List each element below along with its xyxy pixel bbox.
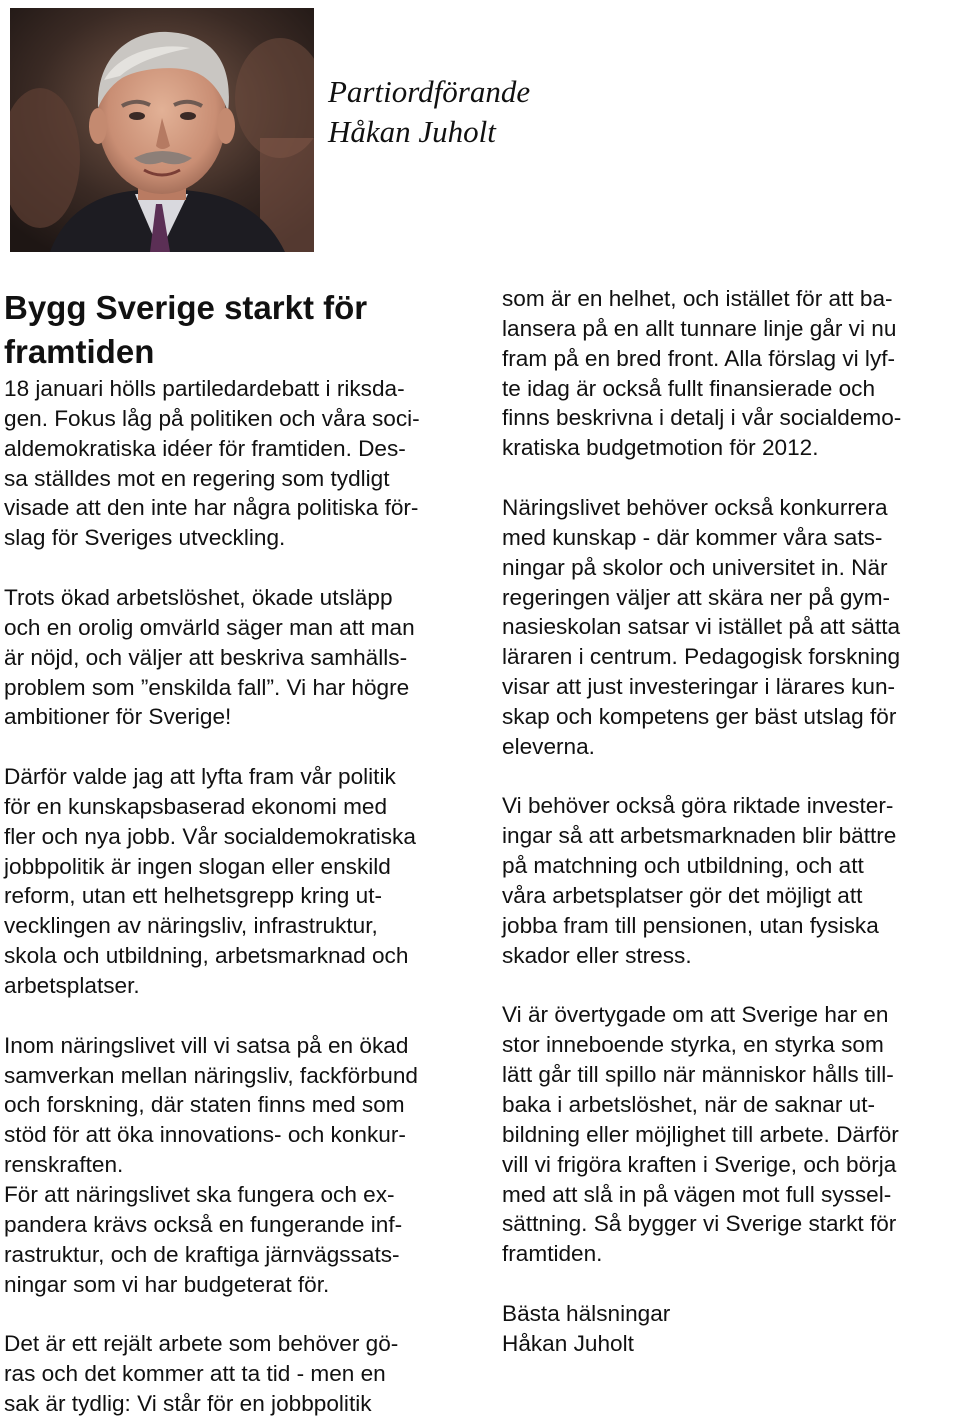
- text-line: ningar på skolor och universitet in. När: [502, 554, 888, 580]
- text-line: Det är ett rejält arbete som behöver gö-: [4, 1331, 399, 1357]
- text-line: är nöjd, och väljer att beskriva samhälls-: [4, 644, 408, 670]
- text-line: Näringslivet behöver också konkurrera: [502, 494, 888, 520]
- text-line: Håkan Juholt: [502, 1330, 634, 1356]
- text-line: skador eller stress.: [502, 942, 692, 968]
- text-line: samverkan mellan näringsliv, fackförbund: [4, 1062, 418, 1088]
- text-line: skola och utbildning, arbetsmarknad och: [4, 943, 409, 969]
- text-line: arbetsplatser.: [4, 973, 140, 998]
- text-line: sak är tydlig: Vi står för en jobbpolitik: [4, 1390, 372, 1416]
- article-headline-line-2: framtiden: [4, 333, 155, 370]
- text-line: eleverna.: [502, 733, 595, 759]
- text-line: baka i arbetslöshet, när de saknar ut-: [502, 1091, 876, 1117]
- text-line: Vi behöver också göra riktade invester-: [502, 793, 894, 819]
- text-line: på matchning och utbildning, och att: [502, 853, 864, 879]
- text-line: lansera på en allt tunnare linje går vi nu: [502, 315, 897, 341]
- text-line: Trots ökad arbetslöshet, ökade utsläpp: [4, 584, 393, 610]
- text-line: med kunskap - där kommer våra sats-: [502, 524, 883, 550]
- text-line: fram på en bred front. Alla förslag vi lyf-: [502, 345, 896, 371]
- text-line: ras och det kommer att ta tid - men en: [4, 1361, 386, 1387]
- text-line: jobba fram till pensionen, utan fysiska: [502, 912, 879, 938]
- portrait-illustration: [10, 8, 314, 252]
- text-line: 18 januari hölls partiledardebatt i riksda-: [4, 376, 405, 401]
- text-line: vecklingen av näringsliv, infrastruktur,: [4, 913, 378, 939]
- caption-title: Partiordförande: [328, 74, 531, 109]
- text-line: bildning eller möjlighet till arbete. Därför: [502, 1121, 899, 1147]
- text-line: stor inneboende styrka, en styrka som: [502, 1032, 884, 1058]
- text-line: och en orolig omvärld säger man att man: [4, 614, 415, 640]
- text-line: fler och nya jobb. Vår socialdemokratiska: [4, 823, 416, 849]
- text-line: nasieskolan satsar vi istället på att sätta: [502, 614, 901, 640]
- text-line: kratiska budgetmotion för 2012.: [502, 435, 819, 461]
- text-line: Därför valde jag att lyfta fram vår politik: [4, 764, 396, 790]
- text-line: rastruktur, och de kraftiga järnvägssats-: [4, 1241, 400, 1267]
- text-line: te idag är också fullt finansierade och: [502, 375, 876, 401]
- text-line: Bästa hälsningar: [502, 1300, 671, 1326]
- text-line: lätt går till spillo när människor hålls till-: [502, 1062, 894, 1088]
- text-line: regeringen väljer att skära ner på gym-: [502, 584, 891, 610]
- photo-caption: [328, 72, 628, 152]
- text-line: gen. Fokus låg på politiken och våra soci-: [4, 405, 420, 431]
- text-line: våra arbetsplatser gör det möjligt att: [502, 883, 863, 908]
- text-line: finns beskrivna i detalj i vår socialdemo-: [502, 405, 902, 431]
- text-line: För att näringslivet ska fungera och ex-: [4, 1181, 395, 1207]
- text-line: skap och kompetens ger bäst utslag för: [502, 703, 897, 729]
- text-line: sa ställdes mot en regering som tydligt: [4, 465, 390, 491]
- text-line: med att slå in på vägen mot full syssel-: [502, 1181, 892, 1207]
- text-line: visade att den inte har några politiska för-: [4, 495, 419, 521]
- text-line: slag för Sveriges utveckling.: [4, 525, 286, 551]
- text-line: som är en helhet, och istället för att ba-: [502, 286, 893, 311]
- text-line: Vi är övertygade om att Sverige har en: [502, 1002, 889, 1028]
- caption-name: Håkan Juholt: [328, 114, 496, 149]
- text-line: Inom näringslivet vill vi satsa på en ökad: [4, 1032, 409, 1058]
- text-line: renskraften.: [4, 1152, 124, 1178]
- text-line: ningar som vi har budgeterat för.: [4, 1271, 330, 1297]
- text-line: pandera krävs också en fungerande inf-: [4, 1211, 403, 1237]
- text-line: ambitioner för Sverige!: [4, 704, 232, 730]
- text-line: jobbpolitik är ingen slogan eller enskild: [4, 853, 391, 879]
- text-line: stöd för att öka innovations- och konkur-: [4, 1122, 406, 1148]
- text-line: och forskning, där staten finns med som: [4, 1092, 405, 1118]
- text-line: aldemokratiska idéer för framtiden. Des-: [4, 435, 406, 461]
- text-line: sättning. Så bygger vi Sverige starkt för: [502, 1211, 897, 1237]
- text-line: ingar så att arbetsmarknaden blir bättre: [502, 823, 897, 849]
- text-line: problem som ”enskilda fall”. Vi har högre: [4, 674, 410, 700]
- article-headline-line-1: Bygg Sverige starkt för: [4, 289, 368, 326]
- portrait-photo: [10, 8, 314, 252]
- text-line: visar att just investeringar i lärares kun-: [502, 674, 896, 700]
- text-line: framtiden.: [502, 1241, 603, 1267]
- text-line: reform, utan ett helhetsgrepp kring ut-: [4, 883, 383, 909]
- text-line: vill vi frigöra kraften i Sverige, och börja: [502, 1151, 897, 1177]
- text-line: läraren i centrum. Pedagogisk forskning: [502, 644, 901, 670]
- text-line: för en kunskapsbaserad ekonomi med: [4, 793, 388, 819]
